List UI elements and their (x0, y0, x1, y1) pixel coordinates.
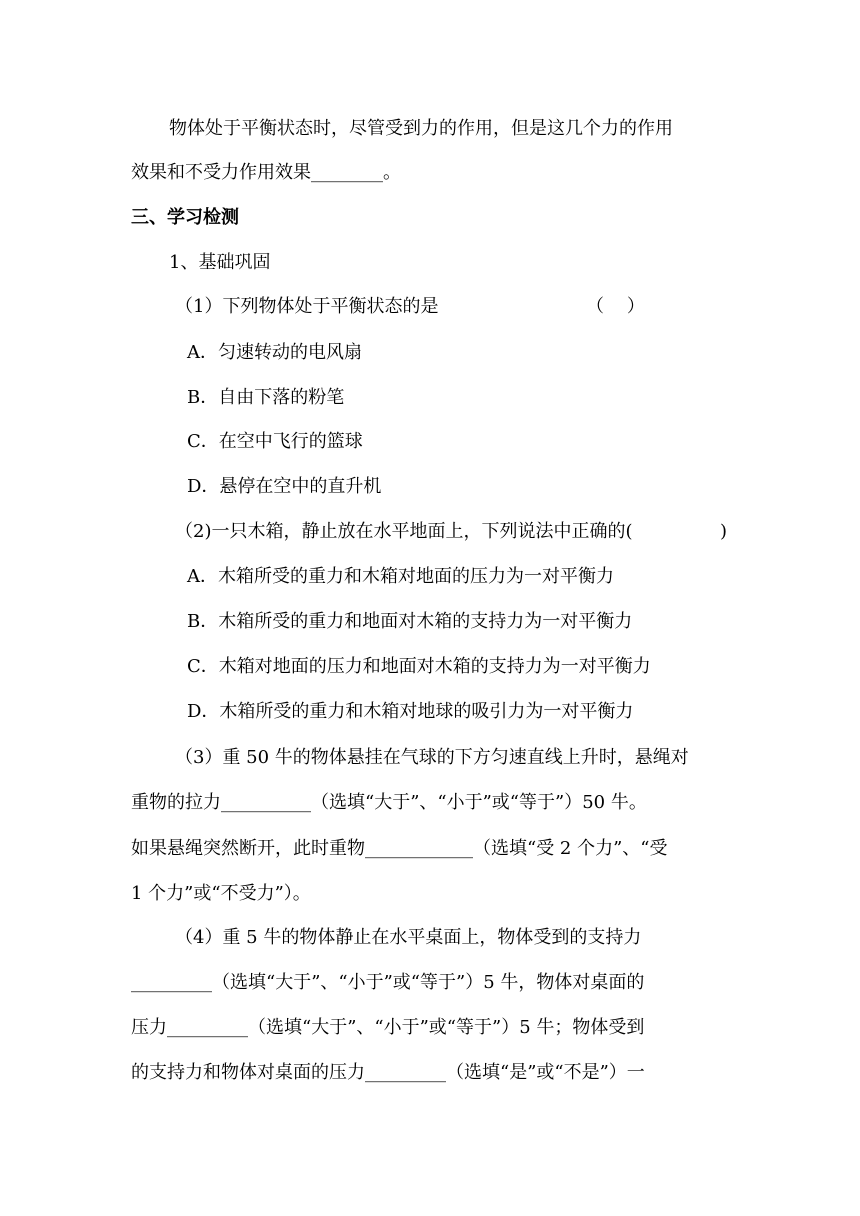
q1-stem: （1）下列物体处于平衡状态的是 (175, 296, 439, 317)
section-heading: 三、学习检测 (131, 207, 239, 228)
q3-line-2: 重物的拉力__________（选填“大于”、“小于”或“等于”）50 牛。 (131, 792, 647, 813)
q1-option-c: C．在空中飞行的篮球 (187, 431, 363, 452)
q1-option-b: B．自由下落的粉笔 (187, 387, 345, 408)
q2-option-a: A．木箱所受的重力和木箱对地面的压力为一对平衡力 (187, 566, 614, 587)
q2-option-d: D．木箱所受的重力和木箱对地球的吸引力为一对平衡力 (187, 701, 634, 722)
q1-option-d: D．悬停在空中的直升机 (187, 476, 382, 497)
q2-option-c: C．木箱对地面的压力和地面对木箱的支持力为一对平衡力 (187, 656, 651, 677)
q3-line-4: 1 个力”或“不受力”）。 (131, 883, 311, 904)
subsection-label: 1、基础巩固 (169, 252, 271, 273)
q2-option-b: B．木箱所受的重力和地面对木箱的支持力为一对平衡力 (187, 611, 633, 632)
q3-line-1: （3）重 50 牛的物体悬挂在气球的下方匀速直线上升时，悬绳对 (175, 747, 689, 768)
q4-line-4: 的支持力和物体对桌面的压力_________（选填“是”或“不是”）一 (131, 1062, 645, 1083)
q4-line-2: _________（选填“大于”、“小于”或“等于”）5 牛，物体对桌面的 (131, 972, 645, 993)
intro-line-2: 效果和不受力作用效果________。 (131, 162, 401, 183)
q4-line-1: （4）重 5 牛的物体静止在水平桌面上，物体受到的支持力 (175, 927, 642, 948)
q3-line-3: 如果悬绳突然断开，此时重物____________（选填“受 2 个力”、“受 (131, 838, 668, 859)
q1-option-a: A．匀速转动的电风扇 (187, 342, 362, 363)
q2-answer-bracket-close: ) (720, 521, 728, 542)
q4-line-3: 压力_________（选填“大于”、“小于”或“等于”）5 牛；物体受到 (131, 1017, 645, 1038)
q1-answer-bracket: （ ） (586, 296, 645, 317)
intro-line-1: 物体处于平衡状态时，尽管受到力的作用，但是这几个力的作用 (169, 118, 673, 139)
q2-stem: （2)一只木箱，静止放在水平地面上，下列说法中正确的( (175, 521, 633, 542)
